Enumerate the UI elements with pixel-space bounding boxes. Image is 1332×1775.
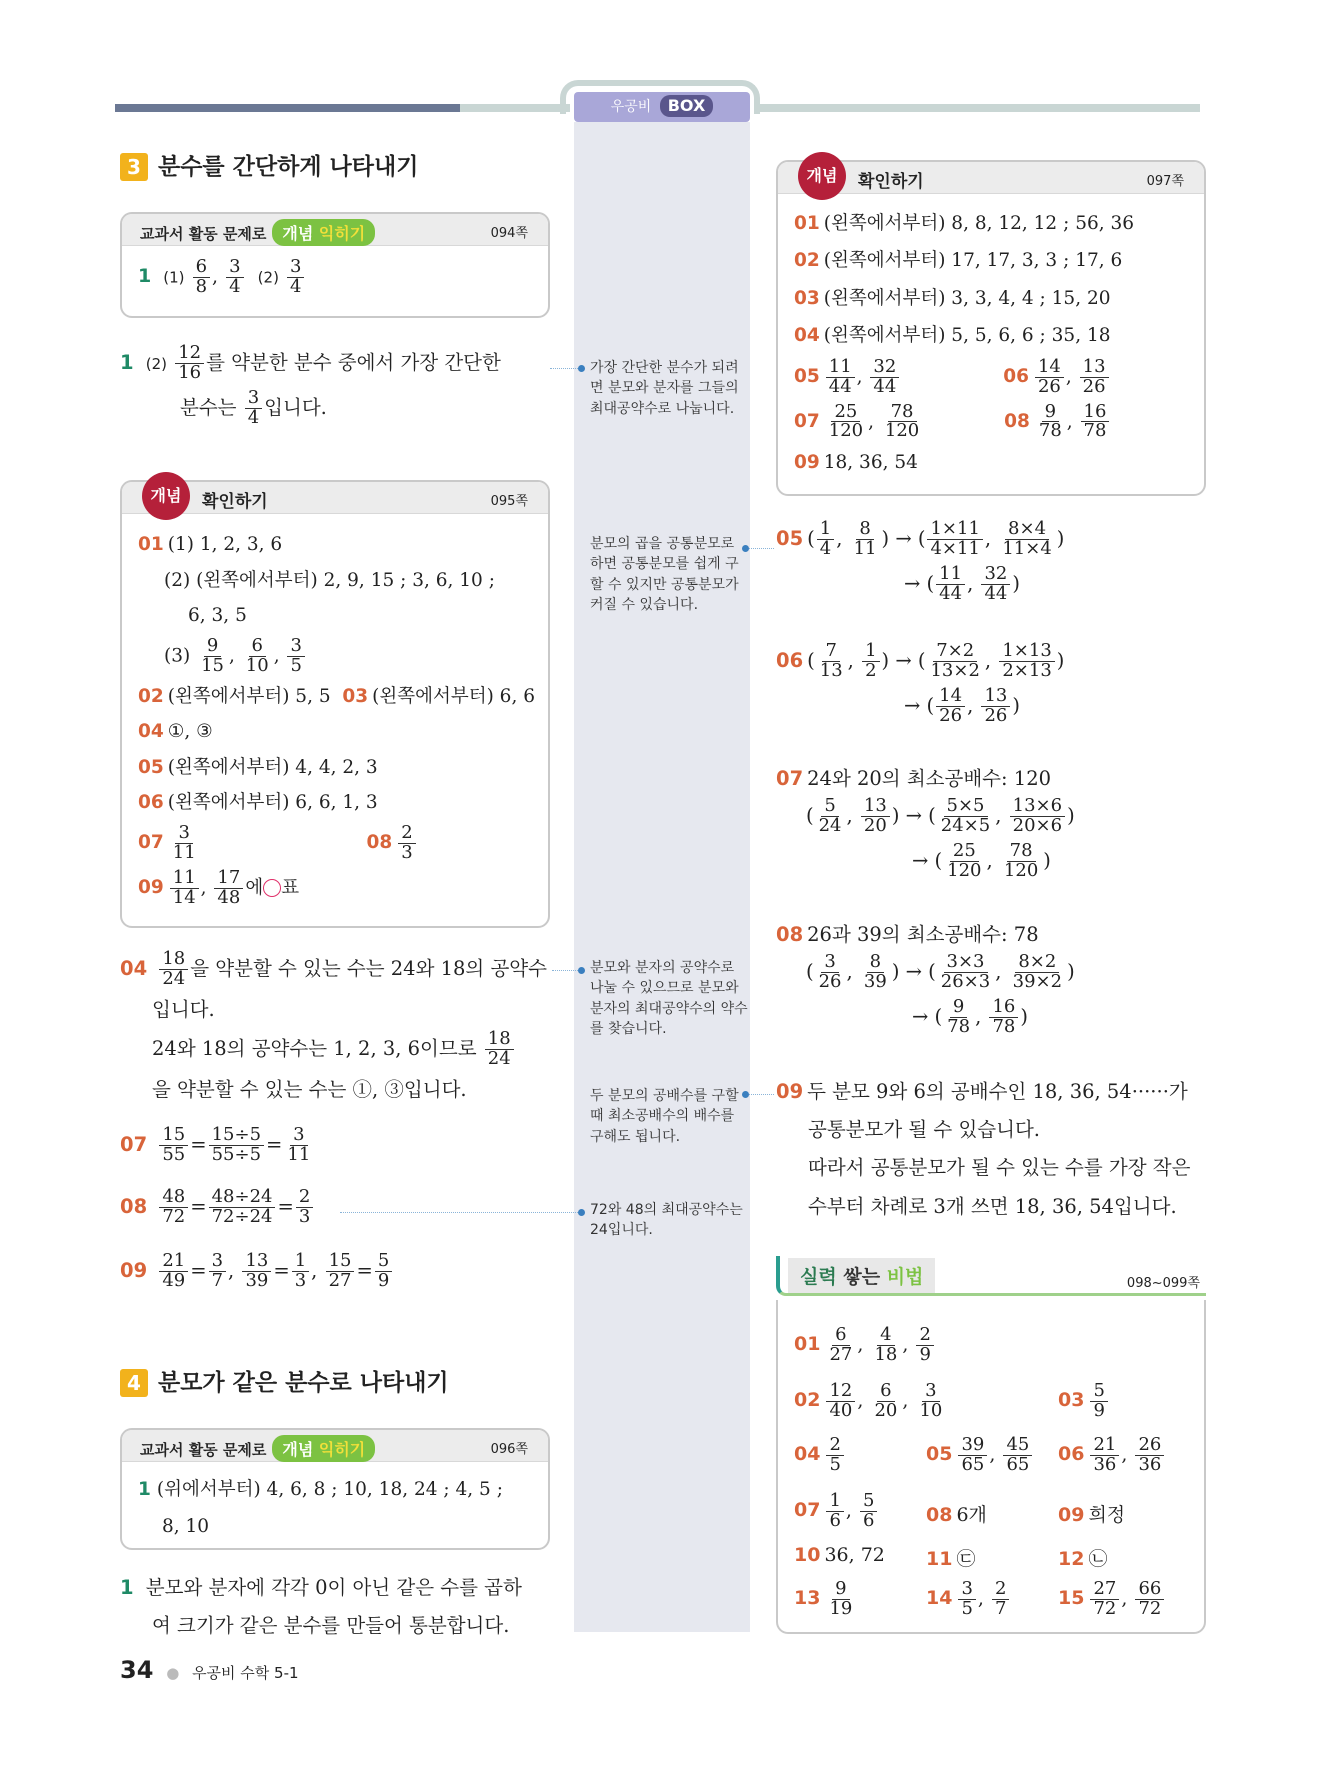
box-096-header bbox=[122, 1430, 548, 1462]
header-bar-left bbox=[115, 104, 460, 112]
skill-row-3c: 06 $\frac{21}{36}$ , $\frac{26}{36}$ bbox=[1058, 1436, 1166, 1475]
book-title: 우공비 수학 5-1 bbox=[192, 1664, 299, 1682]
box-094-answer: 1 (1) $\frac{6}{8}$ , $\frac{3}{4}$ (2) $\frac{3}{4}$ bbox=[138, 258, 306, 297]
box-097-content: 01 (왼쪽에서부터) 8, 8, 12, 12 ; 56, 36 02 (왼쪽에서부터) 17, 17, 3, 3 ; 17, 6 03 (왼쪽에서부터) 3, 3, 4, 4 ; 15, 20 04 (왼쪽에서부터) 5, 5, 6, 6 ; 35, 18 05 $\frac{11}{44}$ , $\frac{32}{44}$ 06 $\frac{14}{26}$ , $\frac{13}{26}$ 07 $\frac{25}{120}$ , $\frac{78}{120}$ 08 $\frac{9}{78}$ , $\frac{16}{78}$ 09 18, 36, 54 bbox=[794, 213, 1135, 474]
page-number: 34 bbox=[120, 1656, 154, 1684]
explanation-08: 08 $\frac{48}{72}$ = $\frac{48\div 24}{72\div 24}$ = $\frac{2}{3}$ bbox=[120, 1188, 315, 1227]
circle-mark-icon bbox=[263, 879, 281, 897]
box-095-page: 095쪽 bbox=[490, 494, 528, 509]
skill-row-4a: 07 $\frac{1}{6}$ , $\frac{5}{6}$ bbox=[794, 1492, 879, 1531]
box-096-answer: 1 (위에서부터) 4, 6, 8 ; 10, 18, 24 ; 4, 5 ; 8, 10 bbox=[138, 1479, 503, 1538]
textbook-activity-box-096 bbox=[120, 1428, 550, 1550]
note-1: 가장 간단한 분수가 되려면 분모와 분자를 그들의 최대공약수로 나눕니다. bbox=[590, 360, 739, 417]
note-5-leader bbox=[340, 1212, 584, 1213]
skill-row-2b: 03 $\frac{5}{9}$ bbox=[1058, 1382, 1110, 1421]
right-explanation-05: 05 ( $\frac{1}{4}$ , $\frac{8}{11}$ ) → ( $\frac{1\times 11}{4\times 11}$ , $\frac{8\times 4}{11\times 4}$ ) → ( $\frac{11}{44}$ , $\frac{32}{44}$ ) bbox=[776, 518, 1065, 604]
footer: 34 ● 우공비 수학 5-1 bbox=[120, 1656, 299, 1684]
skill-row-4b: 08 6개 bbox=[926, 1504, 987, 1526]
section-4-number: 4 bbox=[120, 1369, 148, 1397]
section-3-number: 3 bbox=[120, 153, 148, 181]
concept-check-box-095 bbox=[120, 480, 550, 928]
note-3: 분모와 분자의 공약수로 나눌 수 있으므로 분모와 분자의 최대공약수의 약수를 찾습니다. bbox=[590, 960, 748, 1037]
section-3-title: 분수를 간단하게 나타내기 bbox=[158, 154, 419, 180]
box-097-title: 확인하기 bbox=[858, 172, 924, 192]
skill-page: 098~099쪽 bbox=[1126, 1276, 1200, 1291]
right-explanation-07: 07 24와 20의 최소공배수: 120 ( $\frac{5}{24}$ , $\frac{13}{20}$ ) → ( $\frac{5\times 5}{24\times 5}$ , $\frac{13\times 6}{20\times 6}$ ) → ( $\frac{25}{120}$ , $\frac{78}{120}$ ) bbox=[776, 767, 1075, 882]
right-explanation-06: 06 ( $\frac{7}{13}$ , $\frac{1}{2}$ ) → ( $\frac{7\times 2}{13\times 2}$ , $\frac{1\times 13}{2\times 13}$ ) → ( $\frac{14}{26}$ , $\frac{13}{26}$ ) bbox=[776, 640, 1065, 726]
box-096-title: 교과서 활동 문제로 개념 익히기 bbox=[140, 1435, 375, 1462]
note-2-dot bbox=[742, 545, 749, 552]
note-4: 두 분모의 공배수를 구할 때 최소공배수의 배수를 구해도 됩니다. bbox=[590, 1088, 739, 1145]
box-096-page: 096쪽 bbox=[490, 1442, 528, 1457]
box-097-page: 097쪽 bbox=[1146, 174, 1184, 189]
skill-row-3b: 05 $\frac{39}{65}$ , $\frac{45}{65}$ bbox=[926, 1436, 1034, 1475]
box-095-title: 확인하기 bbox=[202, 492, 268, 512]
header-tab-box: BOX bbox=[660, 95, 714, 117]
textbook-activity-box-094 bbox=[120, 212, 550, 318]
header-tab bbox=[574, 92, 750, 122]
explanation-09: 09 $\frac{21}{49}$ = $\frac{3}{7}$ , $\frac{13}{39}$ = $\frac{1}{3}$ , $\frac{15}{27}$ = $\frac{5}{9}$ bbox=[120, 1252, 394, 1291]
note-1-dot bbox=[578, 365, 585, 372]
section-3-heading bbox=[120, 148, 418, 181]
note-5: 72와 48의 최대공약수는 24입니다. bbox=[590, 1202, 743, 1239]
skill-row-4c: 09 희정 bbox=[1058, 1504, 1126, 1526]
middle-note-strip bbox=[574, 122, 750, 1632]
box-094-title: 교과서 활동 문제로 개념 익히기 bbox=[140, 219, 375, 246]
section-4-heading bbox=[120, 1364, 449, 1397]
section-4-title: 분모가 같은 분수로 나타내기 bbox=[158, 1370, 449, 1396]
concept-pill: 개념 익히기 bbox=[272, 219, 375, 246]
note-5-dot bbox=[578, 1209, 585, 1216]
header-bar-right bbox=[755, 104, 1200, 112]
box-094-header bbox=[122, 214, 548, 246]
explanation-1: 1 (2) $\frac{12}{16}$ 를 약분한 분수 중에서 가장 간단한 분수는 $\frac{3}{4}$ 입니다. bbox=[120, 342, 501, 428]
header-tab-label: 우공비 bbox=[610, 99, 652, 115]
skill-row-6b: 14 $\frac{3}{5}$ , $\frac{2}{7}$ bbox=[926, 1580, 1011, 1619]
skill-row-6a: 13 $\frac{9}{19}$ bbox=[794, 1578, 853, 1619]
skill-section-title: 실력 쌓는 비법 bbox=[788, 1258, 935, 1293]
skill-row-2a: 02 $\frac{12}{40}$ , $\frac{6}{20}$ , $\frac{3}{10}$ bbox=[794, 1380, 943, 1421]
header-bar-mid bbox=[460, 104, 570, 112]
skill-row-5b: 11 ㉢ bbox=[926, 1548, 976, 1570]
skill-section-header bbox=[776, 1256, 1206, 1296]
concept-badge-097: 개념 bbox=[798, 152, 846, 200]
box-095-content: 01 (1) 1, 2, 3, 6 (2) (왼쪽에서부터) 2, 9, 15 ; 3, 6, 10 ; 6, 3, 5 (3) $\frac{9}{15}$ , $\frac{6}{10}$ , $\frac{3}{5}$ 02 (왼쪽에서부터) 5, 5 03 (왼쪽에서부터) 6, 6 04 ①, ③ 05 (왼쪽에서부터) 4, 4, 2, 3 06 (왼쪽에서부터) 6, 6, 1, 3 07 $\frac{3}{11}$ 08 $\frac{2}{3}$ 09 $\frac{11}{14}$ , $\frac{17}{48}$ 에 표 bbox=[138, 534, 535, 908]
skill-row-1: 01 $\frac{6}{27}$ , $\frac{4}{18}$ , $\frac{2}{9}$ bbox=[794, 1326, 936, 1365]
concept-badge-095: 개념 bbox=[142, 472, 190, 520]
right-explanation-08: 08 26과 39의 최소공배수: 78 ( $\frac{3}{26}$ , $\frac{8}{39}$ ) → ( $\frac{3\times 3}{26\times 3}$ , $\frac{8\times 2}{39\times 2}$ ) → ( $\frac{9}{78}$ , $\frac{16}{78}$ ) bbox=[776, 923, 1075, 1038]
note-2: 분모의 곱을 공통분모로 하면 공통분모를 쉽게 구할 수 있지만 공통분모가 커질 수 있습니다. bbox=[590, 536, 739, 613]
skill-row-5a: 10 36, 72 bbox=[794, 1544, 885, 1566]
note-3-dot bbox=[578, 967, 585, 974]
right-explanation-09: 09 두 분모 9와 6의 공배수인 18, 36, 54······가 공통분모가 될 수 있습니다. 따라서 공통분모가 될 수 있는 수를 가장 작은 수부터 차례로 3개 쓰면 18, 36, 54입니다. bbox=[776, 1080, 1191, 1218]
note-4-dot bbox=[742, 1091, 749, 1098]
explanation-section4-1: 1 분모와 분자에 각각 0이 아닌 같은 수를 곱하 여 크기가 같은 분수를 만들어 통분합니다. bbox=[120, 1576, 522, 1638]
concept-check-box-097 bbox=[776, 160, 1206, 496]
skill-answers-box bbox=[776, 1300, 1206, 1634]
skill-row-3a: 04 $\frac{2}{5}$ bbox=[794, 1436, 846, 1475]
box-094-page: 094쪽 bbox=[490, 226, 528, 241]
concept-pill: 개념 익히기 bbox=[272, 1435, 375, 1462]
explanation-04: 04 $\frac{18}{24}$ 을 약분할 수 있는 수는 24와 18의 공약수 입니다. 24와 18의 공약수는 1, 2, 3, 6이므로 $\frac{18}{24}$ 을 약분할 수 있는 수는 ①, ③입니다. bbox=[120, 948, 547, 1101]
skill-row-5c: 12 ㉡ bbox=[1058, 1548, 1108, 1570]
skill-row-6c: 15 $\frac{27}{72}$ , $\frac{66}{72}$ bbox=[1058, 1580, 1166, 1619]
explanation-07: 07 $\frac{15}{55}$ = $\frac{15\div 5}{55\div 5}$ = $\frac{3}{11}$ bbox=[120, 1124, 311, 1165]
